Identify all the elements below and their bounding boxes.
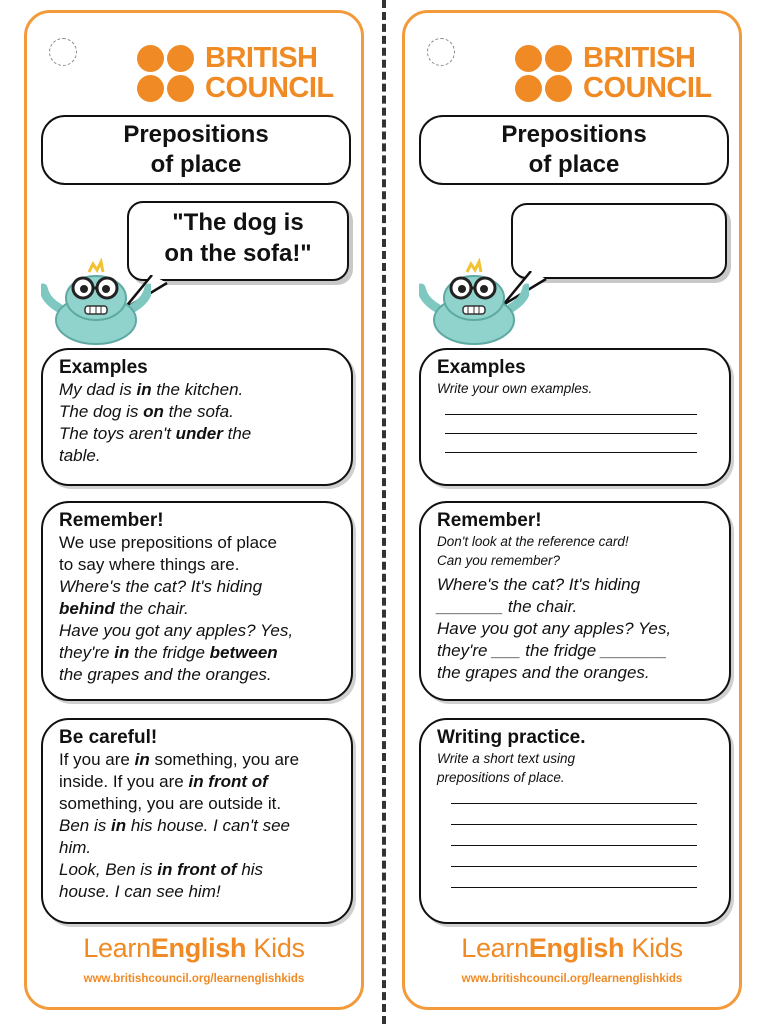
remember-heading: Remember! bbox=[437, 510, 542, 531]
gap-fill-line: the grapes and the oranges. bbox=[437, 663, 650, 682]
writing-line[interactable] bbox=[451, 824, 697, 825]
remember-text-line: We use prepositions of place bbox=[59, 533, 277, 552]
footer-url[interactable]: www.britishcouncil.org/learnenglishkids bbox=[83, 973, 305, 985]
careful-text-line: something, you are outside it. bbox=[59, 794, 282, 813]
remember-box bbox=[41, 501, 353, 701]
careful-text-line: inside. If you are in front of bbox=[59, 772, 268, 791]
logo-dots-icon bbox=[137, 43, 199, 103]
careful-text-line: Ben is in his house. I can't see bbox=[59, 816, 290, 835]
title-line-1: Prepositions bbox=[501, 121, 647, 148]
writing-line[interactable] bbox=[445, 414, 697, 415]
writing-instruction: prepositions of place. bbox=[437, 770, 565, 785]
writing-line[interactable] bbox=[451, 866, 697, 867]
writing-practice-heading: Writing practice. bbox=[437, 727, 586, 748]
footer-url[interactable]: www.britishcouncil.org/learnenglishkids bbox=[461, 973, 683, 985]
writing-instruction: Write a short text using bbox=[437, 751, 576, 766]
logo-word-british: BRITISH bbox=[205, 42, 318, 74]
remember-instruction: Can you remember? bbox=[437, 553, 561, 568]
british-council-logo bbox=[515, 43, 725, 103]
logo-word-council: COUNCIL bbox=[583, 72, 712, 104]
gap-fill-line[interactable]: _______ the chair. bbox=[437, 597, 578, 616]
remember-text-line: Have you got any apples? Yes, bbox=[59, 621, 294, 640]
examples-box bbox=[419, 348, 731, 486]
writing-line[interactable] bbox=[445, 433, 697, 434]
be-careful-heading: Be careful! bbox=[59, 727, 158, 748]
examples-box bbox=[41, 348, 353, 486]
remember-heading: Remember! bbox=[59, 510, 164, 531]
careful-text-line: Look, Ben is in front of his bbox=[59, 860, 264, 879]
be-careful-box bbox=[41, 718, 353, 924]
writing-line[interactable] bbox=[445, 452, 697, 453]
monster-mascot-icon bbox=[419, 258, 529, 348]
remember-box bbox=[419, 501, 731, 701]
title-line-2: of place bbox=[528, 151, 620, 178]
punch-hole-marker bbox=[427, 38, 455, 66]
examples-instruction: Write your own examples. bbox=[437, 381, 593, 396]
gap-fill-line: Have you got any apples? Yes, bbox=[437, 619, 672, 638]
examples-heading: Examples bbox=[437, 357, 526, 378]
examples-heading: Examples bbox=[59, 357, 148, 378]
careful-text-line: him. bbox=[59, 838, 92, 857]
card-title bbox=[419, 115, 729, 185]
reference-bookmark-card bbox=[24, 10, 364, 1010]
cut-line-divider bbox=[382, 0, 386, 1024]
writing-line[interactable] bbox=[451, 845, 697, 846]
remember-text-line: Where's the cat? It's hiding bbox=[59, 577, 263, 596]
remember-text-line: they're in the fridge between bbox=[59, 643, 278, 662]
speech-bubble bbox=[127, 201, 349, 281]
monster-mascot-icon bbox=[41, 258, 151, 348]
remember-text-line: behind the chair. bbox=[59, 599, 189, 618]
remember-text-line: to say where things are. bbox=[59, 555, 240, 574]
example-line: The toys aren't under the bbox=[59, 424, 252, 443]
example-line: The dog is on the sofa. bbox=[59, 402, 234, 421]
writing-line[interactable] bbox=[451, 887, 697, 888]
title-line-2: of place bbox=[150, 151, 242, 178]
practice-bookmark-card bbox=[402, 10, 742, 1010]
punch-hole-marker bbox=[49, 38, 77, 66]
careful-text-line: If you are in something, you are bbox=[59, 750, 300, 769]
gap-fill-line[interactable]: they're ___ the fridge _______ bbox=[437, 641, 668, 660]
learnenglish-kids-logo: LearnEnglish Kids bbox=[461, 933, 683, 963]
logo-dots-icon bbox=[515, 43, 577, 103]
gap-fill-line: Where's the cat? It's hiding bbox=[437, 575, 641, 594]
remember-instruction: Don't look at the reference card! bbox=[437, 534, 629, 549]
speech-line-1: "The dog is bbox=[172, 209, 304, 236]
careful-text-line: house. I can see him! bbox=[59, 882, 221, 901]
empty-speech-bubble[interactable] bbox=[511, 203, 727, 279]
title-line-1: Prepositions bbox=[123, 121, 269, 148]
speech-line-2: on the sofa!" bbox=[164, 240, 312, 267]
learnenglish-kids-logo: LearnEnglish Kids bbox=[83, 933, 305, 963]
example-line: My dad is in the kitchen. bbox=[59, 380, 244, 399]
writing-line[interactable] bbox=[451, 803, 697, 804]
writing-practice-box bbox=[419, 718, 731, 924]
card-title bbox=[41, 115, 351, 185]
logo-word-council: COUNCIL bbox=[205, 72, 334, 104]
remember-text-line: the grapes and the oranges. bbox=[59, 665, 272, 684]
british-council-logo bbox=[137, 43, 347, 103]
logo-word-british: BRITISH bbox=[583, 42, 696, 74]
example-line: table. bbox=[59, 446, 101, 465]
